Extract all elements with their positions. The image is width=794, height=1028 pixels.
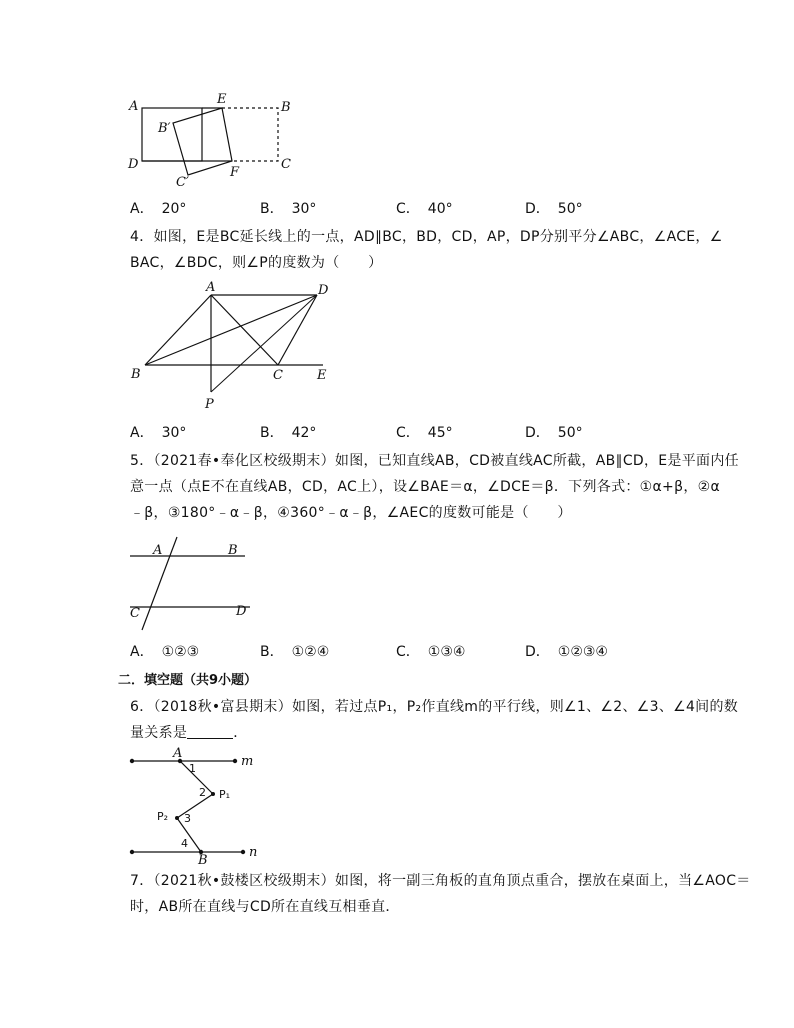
label-D: D [318, 283, 329, 298]
label-C: C [281, 157, 291, 172]
label-D: D [236, 604, 247, 619]
label-E: E [317, 368, 327, 383]
q4-options [130, 422, 730, 444]
q5-option-a: A． ①②③ [130, 644, 200, 660]
q4-line-2: BAC，∠BDC，则∠P的度数为（ ） [130, 255, 383, 271]
q5-line-3: ﹣β，③180°﹣α﹣β，④360°﹣α﹣β，∠AEC的度数可能是（ ） [130, 505, 572, 521]
figure-folded-rectangle [120, 90, 310, 190]
label-E: E [217, 92, 227, 107]
label-A: A [173, 746, 183, 761]
q4-option-a: A． 30° [130, 425, 187, 441]
section-heading-fill-in: 二．填空题（共9小题） [118, 673, 258, 688]
label-P2: P₂ [157, 810, 169, 823]
label-B: B [281, 100, 291, 115]
label-P1: P₁ [219, 788, 231, 801]
q3-option-c: C． 40° [396, 201, 453, 217]
label-C-prime: C′ [176, 175, 189, 190]
q5-options [130, 641, 730, 663]
label-m: m [241, 754, 254, 769]
q4-option-b: B． 42° [260, 425, 317, 441]
figure-q6 [125, 746, 275, 868]
label-P: P [205, 397, 214, 412]
label-F: F [230, 165, 240, 180]
q6-line-2: 量关系是 ． [130, 725, 248, 741]
label-B-prime: B′ [158, 121, 171, 136]
label-n: n [249, 845, 258, 860]
q5-line-2: 意一点（点E不在直线AB，CD，AC上），设∠BAE＝α，∠DCE＝β．下列各式：①α+β，②α [130, 479, 721, 495]
q7-line-1: 7．（2021秋•鼓楼区校级期末）如图，将一副三角板的直角顶点重合，摆放在桌面上，当∠AOC＝ [130, 873, 751, 889]
label-angle-2: 2 [199, 786, 206, 799]
q3-option-d: D． 50° [525, 201, 583, 217]
label-B: B [228, 543, 238, 558]
q5-option-b: B． ①②④ [260, 644, 330, 660]
label-angle-4: 4 [181, 837, 188, 850]
q6-line-1: 6．（2018秋•富县期末）如图，若过点P₁，P₂作直线m的平行线，则∠1、∠2、∠3、∠4间的数 [130, 699, 739, 715]
figure-q4 [125, 280, 345, 415]
label-C: C [273, 368, 283, 383]
label-C: C [130, 606, 140, 621]
q5-line-1: 5．（2021春•奉化区校级期末）如图，已知直线AB，CD被直线AC所截，AB∥CD，E是平面内任 [130, 453, 739, 469]
label-A: A [129, 99, 139, 114]
label-D: D [128, 157, 139, 172]
label-A: A [153, 543, 163, 558]
q4-line-1: 4．如图，E是BC延长线上的一点，AD∥BC，BD，CD，AP，DP分别平分∠ABC，∠ACE，∠ [130, 229, 723, 245]
label-B: B [131, 367, 141, 382]
q3-options [130, 198, 730, 220]
label-B: B [198, 853, 208, 868]
q3-option-a: A． 20° [130, 201, 187, 217]
figure-q5 [125, 535, 265, 645]
q5-option-d: D． ①②③④ [525, 644, 608, 660]
label-angle-1: 1 [189, 762, 196, 775]
answer-blank[interactable] [187, 724, 233, 739]
q4-option-d: D． 50° [525, 425, 583, 441]
q7-line-2: 时，AB所在直线与CD所在直线互相垂直． [130, 899, 400, 915]
q4-option-c: C． 45° [396, 425, 453, 441]
label-A: A [206, 280, 216, 295]
label-angle-3: 3 [184, 812, 191, 825]
q5-option-c: C． ①③④ [396, 644, 466, 660]
q3-option-b: B． 30° [260, 201, 317, 217]
